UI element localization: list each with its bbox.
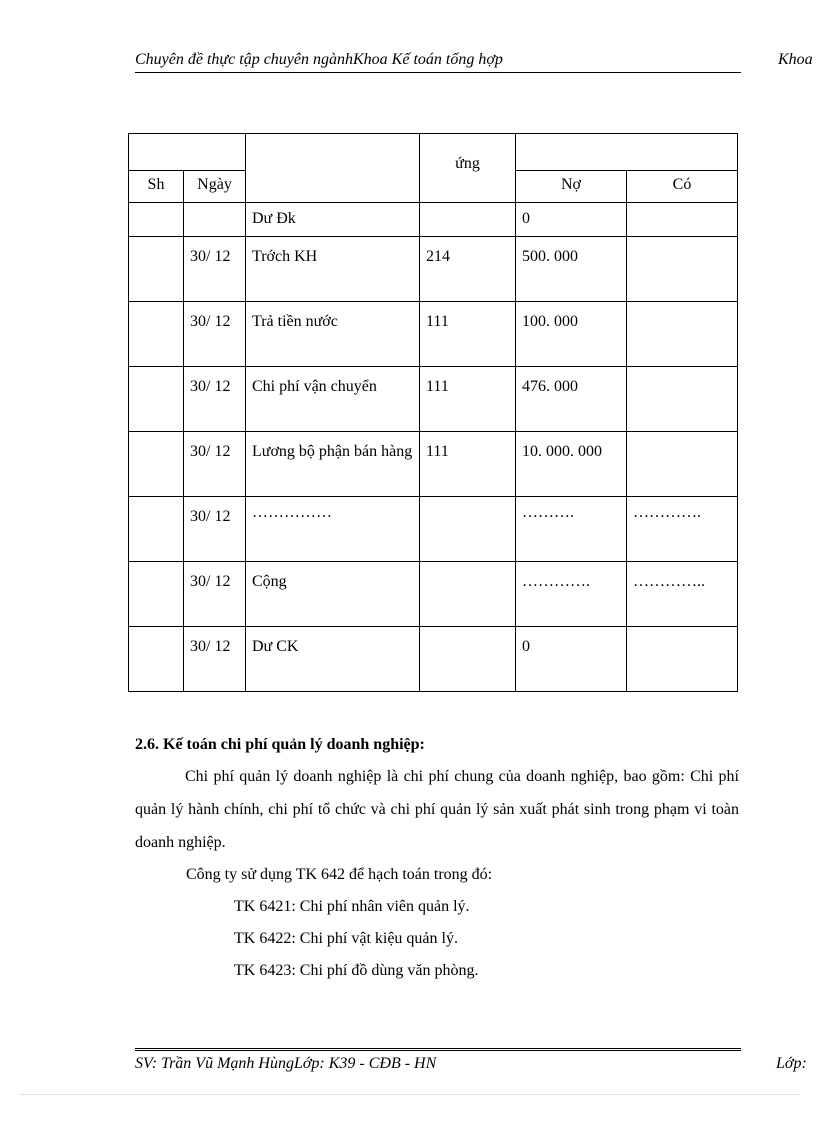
footer-rule [135,1048,741,1051]
cell-co: ………….. [627,562,738,627]
header-cell-sh: Sh [129,171,184,203]
cell-sh [129,432,184,497]
cell-no: 0 [516,203,627,237]
cell-no: …………. [516,562,627,627]
cell-ngay: 30/ 12 [184,497,246,562]
cell-co [627,627,738,692]
cell-dien-giai: Dư Đk [246,203,420,237]
cell-dien-giai: Dư CK [246,627,420,692]
page-footer: SV: Trần Vũ Mạnh HùngLớp: K39 - CĐB - HN [135,1055,437,1072]
cell-sh [129,203,184,237]
table-row [129,562,738,627]
cell-no: 100. 000 [516,302,627,367]
cell-ngay: 30/ 12 [184,432,246,497]
header-cell-co: Có [627,171,738,203]
ledger-table [128,133,738,692]
cell-ngay: 30/ 12 [184,237,246,302]
cell-sh [129,302,184,367]
cell-sh [129,237,184,302]
cell-dien-giai: Lương bộ phận bán hàng [246,432,420,497]
table-row [129,367,738,432]
page-edge-divider [20,1094,800,1095]
table-row [129,302,738,367]
table-row [129,497,738,562]
cell-no: 500. 000 [516,237,627,302]
table-row [129,432,738,497]
header-cell-chung-tu [129,134,246,171]
cell-ngay: 30/ 12 [184,367,246,432]
cell-tk: 214 [420,237,516,302]
cell-dien-giai: Trả tiền nước [246,302,420,367]
header-cell-no: Nợ [516,171,627,203]
cell-ngay: 30/ 12 [184,562,246,627]
cell-tk: 111 [420,367,516,432]
section-paragraph: Chi phí quản lý doanh nghiệp là chi phí chung của doanh nghiệp, bao gồm: Chi phí quản lý hành chính, chi phí tổ chức và chi phí quản lý sản xuất phát sinh trong phạm vi toàn doanh nghiệp. [135,768,739,851]
cell-tk: 111 [420,302,516,367]
header-cell-so-tien [516,134,738,171]
cell-tk [420,497,516,562]
cell-ngay [184,203,246,237]
cell-sh [129,627,184,692]
header-cell-ngay: Ngày [184,171,246,203]
cell-tk [420,627,516,692]
cell-no: ………. [516,497,627,562]
page-header: Chuyên đề thực tập chuyên ngànhKhoa Kế toán tổng hợp [135,50,741,73]
cell-tk [420,203,516,237]
header-cell-dien-giai [246,134,420,203]
cell-sh [129,367,184,432]
section-intro: Công ty sử dụng TK 642 để hạch toán trong đó: [186,866,493,883]
cell-co [627,302,738,367]
cell-ngay: 30/ 12 [184,627,246,692]
cell-co [627,203,738,237]
cell-co: …………. [627,497,738,562]
cell-tk: 111 [420,432,516,497]
cell-no: 0 [516,627,627,692]
section-title: 2.6. Kế toán chi phí quản lý doanh nghiệp: [135,736,425,753]
table-row [129,203,738,237]
account-item: TK 6421: Chi phí nhân viên quản lý. [234,898,470,915]
table-header-row [129,134,738,171]
page-header-right: Khoa [778,51,813,68]
table-row [129,237,738,302]
cell-co [627,432,738,497]
table-row [129,627,738,692]
cell-co [627,367,738,432]
cell-ngay: 30/ 12 [184,302,246,367]
page-footer-right: Lớp: [776,1055,807,1072]
header-cell-tk-doi-ung: ứng [420,134,516,203]
cell-no: 476. 000 [516,367,627,432]
cell-dien-giai: Cộng [246,562,420,627]
cell-co [627,237,738,302]
cell-sh [129,497,184,562]
cell-sh [129,562,184,627]
account-item: TK 6422: Chi phí vật kiệu quản lý. [234,930,458,947]
cell-tk [420,562,516,627]
cell-dien-giai: Trớch KH [246,237,420,302]
cell-dien-giai: …………… [246,497,420,562]
cell-dien-giai: Chi phí vận chuyển [246,367,420,432]
cell-no: 10. 000. 000 [516,432,627,497]
account-item: TK 6423: Chi phí đồ dùng văn phòng. [234,962,479,979]
